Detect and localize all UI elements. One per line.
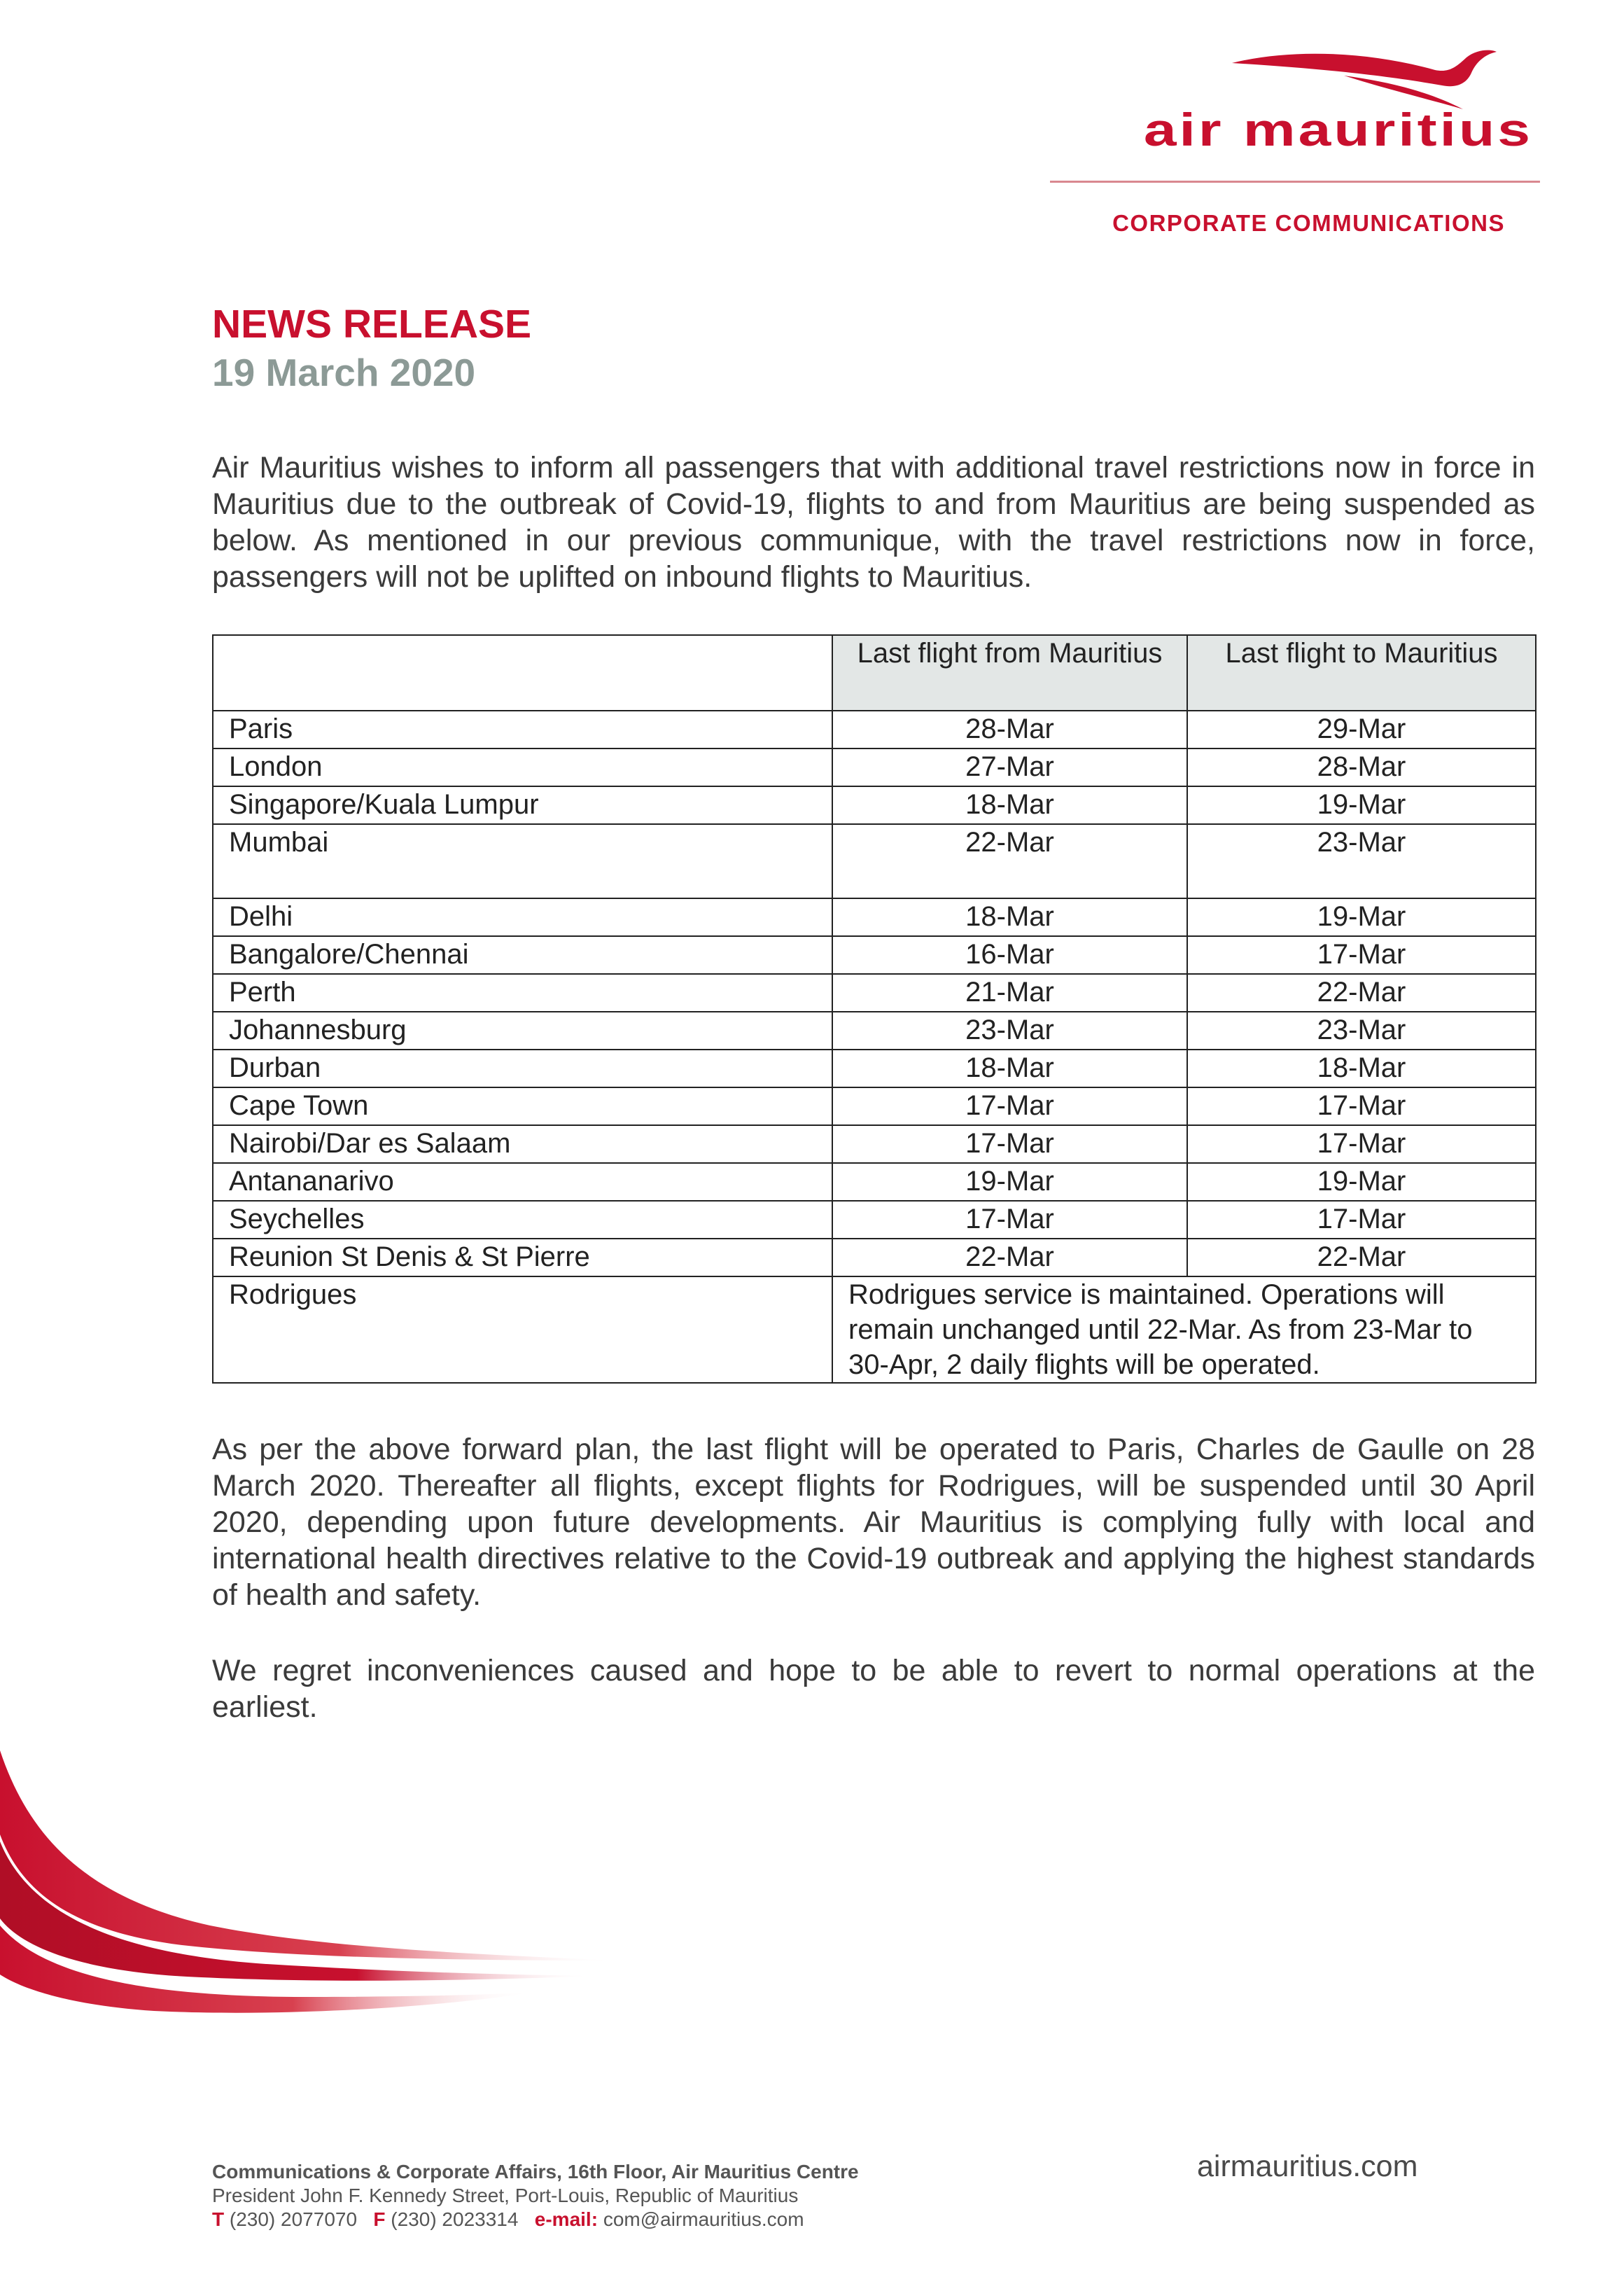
release-date: 19 March 2020 (212, 351, 476, 394)
destination-cell: Cape Town (213, 1087, 832, 1125)
air-mauritius-logo (1050, 42, 1540, 236)
destination-cell: Reunion St Denis & St Pierre (213, 1239, 832, 1276)
header-cell-destination (213, 635, 832, 711)
destination-cell: Nairobi/Dar es Salaam (213, 1125, 832, 1163)
phone-number: (230) 2077070 (229, 2208, 358, 2230)
from-cell: 27-Mar (832, 748, 1187, 786)
email-address[interactable]: com@airmauritius.com (603, 2208, 804, 2230)
destination-cell: Bangalore/Chennai (213, 936, 832, 974)
table-row (213, 974, 1536, 1012)
from-cell: 22-Mar (832, 824, 1187, 898)
intro-paragraph: Air Mauritius wishes to inform all passengers that with additional travel restrictions now in force in Mauritius due to the outbreak of Covid-19, flights to and from Mauritius are being suspended as below. As mentioned in our previous communique, with the travel restrictions now in force, passengers will not be uplifted on inbound flights to Mauritius. (212, 451, 1535, 594)
destination-cell: Antananarivo (213, 1163, 832, 1201)
from-cell: 22-Mar (832, 1239, 1187, 1276)
table-row (213, 1012, 1536, 1050)
table-row (213, 711, 1536, 748)
table-header-row (213, 635, 1536, 711)
table-row (213, 824, 1536, 898)
department-label: CORPORATE COMMUNICATIONS (1112, 210, 1505, 236)
to-cell: 23-Mar (1187, 824, 1536, 898)
fax-number: (230) 2023314 (391, 2208, 519, 2230)
destination-cell: London (213, 748, 832, 786)
to-cell: 19-Mar (1187, 898, 1536, 936)
destination-cell: Singapore/Kuala Lumpur (213, 786, 832, 824)
to-cell: 18-Mar (1187, 1050, 1536, 1087)
destination-cell: Delhi (213, 898, 832, 936)
table-row (213, 1087, 1536, 1125)
destination-cell: Rodrigues (213, 1276, 832, 1383)
from-cell: 18-Mar (832, 1050, 1187, 1087)
table-row (213, 1239, 1536, 1276)
destination-cell: Perth (213, 974, 832, 1012)
flight-schedule-table (212, 634, 1536, 1384)
table-row (213, 1125, 1536, 1163)
table-row (213, 898, 1536, 936)
decorative-swoosh-graphic (0, 1750, 630, 2031)
to-cell: 19-Mar (1187, 786, 1536, 824)
footer-address-line1: Communications & Corporate Affairs, 16th Floor, Air Mauritius Centre (212, 2161, 859, 2182)
destination-cell: Paris (213, 711, 832, 748)
to-cell: 17-Mar (1187, 1087, 1536, 1125)
table-row (213, 748, 1536, 786)
from-cell: 23-Mar (832, 1012, 1187, 1050)
to-cell: 19-Mar (1187, 1163, 1536, 1201)
from-cell: 18-Mar (832, 898, 1187, 936)
table-row (213, 1201, 1536, 1239)
table-row (213, 936, 1536, 974)
destination-cell: Seychelles (213, 1201, 832, 1239)
footer-contact (212, 2160, 859, 2231)
header-cell-to: Last flight to Mauritius (1187, 635, 1536, 711)
rodrigues-note-cell: Rodrigues service is maintained. Operations will remain unchanged until 22-Mar. As from 23-Mar to 30-Apr, 2 daily flights will be operated. (832, 1276, 1536, 1383)
from-cell: 21-Mar (832, 974, 1187, 1012)
to-cell: 17-Mar (1187, 1201, 1536, 1239)
header-divider (1050, 181, 1540, 183)
from-cell: 18-Mar (832, 786, 1187, 824)
table-row-rodrigues (213, 1276, 1536, 1383)
from-cell: 17-Mar (832, 1087, 1187, 1125)
to-cell: 22-Mar (1187, 1239, 1536, 1276)
header-cell-from: Last flight from Mauritius (832, 635, 1187, 711)
release-title: NEWS RELEASE (212, 302, 532, 347)
table-row (213, 1050, 1536, 1087)
from-cell: 17-Mar (832, 1201, 1187, 1239)
to-cell: 23-Mar (1187, 1012, 1536, 1050)
email-label: e-mail: (534, 2208, 598, 2230)
destination-cell: Durban (213, 1050, 832, 1087)
logo-wordmark: air mauritius (1143, 104, 1533, 156)
to-cell: 17-Mar (1187, 936, 1536, 974)
forward-plan-paragraph: As per the above forward plan, the last flight will be operated to Paris, Charles de Gaulle on 28 March 2020. Thereafter all flights, except flights for Rodrigues, will be suspended until 30 April 2020, depending upon future developments. Air Mauritius is complying fully with local and international health directives relative to the Covid-19 outbreak and applying the highest standards of health and safety. (212, 1433, 1535, 1612)
from-cell: 16-Mar (832, 936, 1187, 974)
to-cell: 28-Mar (1187, 748, 1536, 786)
from-cell: 17-Mar (832, 1125, 1187, 1163)
footer-contact-line (212, 2208, 859, 2231)
table-row (213, 786, 1536, 824)
table-row (213, 1163, 1536, 1201)
from-cell: 28-Mar (832, 711, 1187, 748)
footer-address-line2: President John F. Kennedy Street, Port-Louis, Republic of Mauritius (212, 2185, 799, 2206)
fax-label: F (373, 2208, 386, 2230)
to-cell: 17-Mar (1187, 1125, 1536, 1163)
destination-cell: Mumbai (213, 824, 832, 898)
website-link[interactable]: airmauritius.com (1197, 2150, 1418, 2183)
closing-paragraph: We regret inconveniences caused and hope to be able to revert to normal operations at the earliest. (212, 1654, 1535, 1724)
to-cell: 29-Mar (1187, 711, 1536, 748)
from-cell: 19-Mar (832, 1163, 1187, 1201)
to-cell: 22-Mar (1187, 974, 1536, 1012)
phone-label: T (212, 2208, 225, 2230)
destination-cell: Johannesburg (213, 1012, 832, 1050)
